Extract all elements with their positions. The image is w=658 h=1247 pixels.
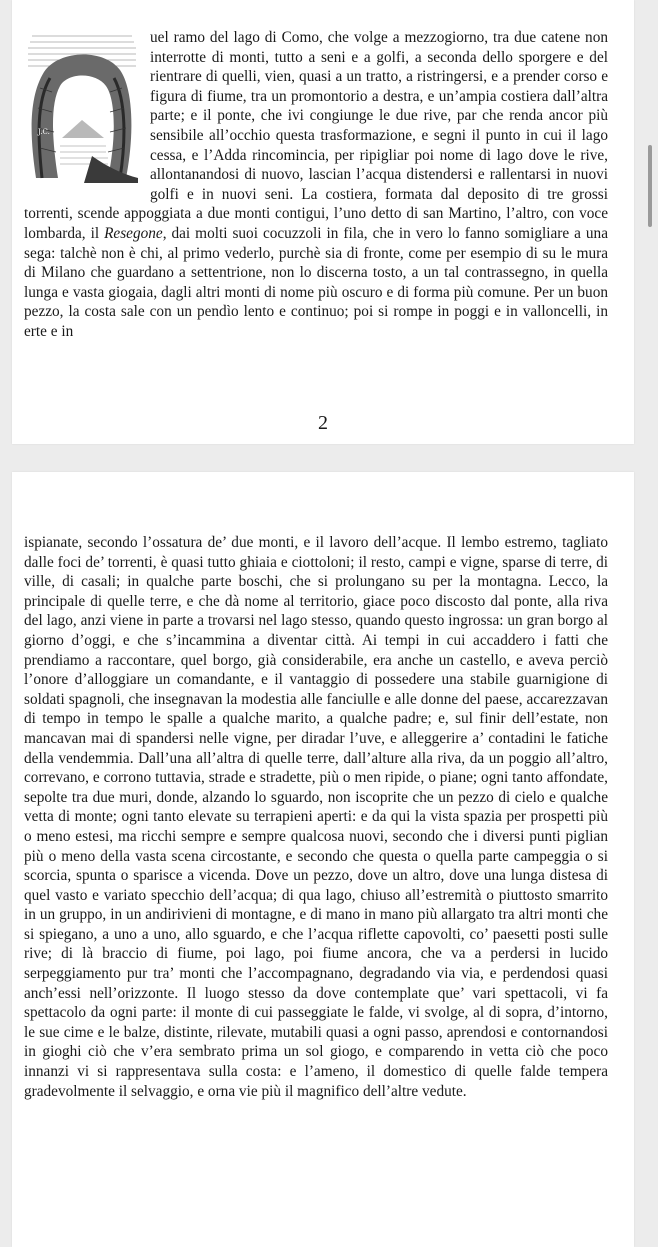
dropcap-q-image <box>22 28 140 183</box>
paragraph-opening: uel ramo del lago di Como, che volge a mezzogiorno, tra due catene non interrotte di monti, tutto a seni e a golfi, a seconda dello sporgere e del rientrare di quelli, vien, quasi a un tratto, a ristringersi, e a prender corso e figura di fiume, tra un promontorio a destra, e un’ampia costiera dall’altra parte; e il ponte, che ivi congiunge le due rive, par che renda ancor più sensibile all’occhio questa trasformazione, e segni il punto in cui il lago cessa, e l’Adda rincomincia, per ripigliar poi nome di lago dove le rive, allontanandosi di nuovo, lascian l’acqua distendersi e rallentarsi in nuovi golfi e in nuovi seni. La costiera, formata dal deposito di tre grossi torrenti, scende appoggiata a due monti contigui, l’uno detto di san Martino, l’altro, con voce lombarda, il <box>24 29 608 242</box>
scrollbar-thumb[interactable] <box>648 145 652 227</box>
page-1 <box>12 0 634 444</box>
page-2-text: ispianate, secondo l’ossatura de’ due monti, e il lavoro dell’acque. Il lembo estremo, tagliato dalle foci de’ torrenti, è quasi tutto ghiaia e ciottoloni; il resto, campi e vigne, sparse di terre, di ville, di casali; in qualche parte boschi, che si prolungano su per la montagna. Lecco, la principale di quelle terre, e che dà nome al territorio, giace poco discosto dal ponte, alla riva del lago, anzi viene in parte a trovarsi nel lago stesso, quando questo ingrossa: un gran borgo al giorno d’oggi, e che s’incammina a diventar città. Ai tempi in cui accaddero i fatti che prendiamo a raccontare, quel borgo, già considerabile, era anche un castello, e aveva perciò l’onore d’alloggiare un comandante, e il vantaggio di possedere una stabile guarnigione di soldati spagnoli, che insegnavan la modestia alle fanciulle e alle donne del paese, accarezzavan di tempo in tempo le spalle a qualche marito, a qualche padre; e, sul finir dell’estate, non mancavan mai di spandersi nelle vigne, per diradar l’uve, e alleggerire a’ contadini le fatiche della vendemmia. Dall’una all’altra di quelle terre, dall’alture alla riva, da un poggio all’altro, correvano, e corrono tuttavia, strade e stradette, più o men ripide, o piane; ogni tanto affondate, sepolte tra due muri, donde, alzando lo sguardo, non iscoprite che un pezzo di cielo e qualche vetta di monte; ogni tanto elevate su terrapieni aperti: e da qui la vista spazia per prospetti più o meno estesi, ma ricchi sempre e sempre qualcosa nuovi, secondo che i diversi punti piglian più o meno della vasta scena circostante, e secondo che questa o quella parte campeggia o si scorcia, spunta o sparisce a vicenda. Dove un pezzo, dove un altro, dove una lunga distesa di quel vasto e variato specchio dell’acqua; di qua lago, chiuso all’estremità o piuttosto smarrito in un gruppo, in un andirivieni di montagne, e di mano in mano più allargato tra altri monti che si spiegano, a uno a uno, allo sguardo, e che l’acqua riflette capovolti, co’ paesetti posti sulle rive; di là braccio di fiume, poi lago, poi fiume ancora, che va a perdersi in lucido serpeggiamento pur tra’ monti che l’accompagnano, degradando via via, e perdendosi quasi anch’essi nell’orizzonte. Il luogo stesso da dove contemplate que’ vari spettacoli, vi fa spettacolo da ogni parte: il monte di cui passeggiate le falde, vi svolge, al di sopra, d’intorno, le sue cime e le balze, distinte, rilevate, mutabili quasi a ogni passo, aprendosi e contornandosi in gioghi ciò che v’era sembrato prima un sol giogo, e comparendo in vetta ciò che poco innanzi vi si rappresentava sulla costa: e l’ameno, il domestico di quelle falde tempera gradevolmente il selvaggio, e orna vie più il magnifico dell’altre vedute. <box>24 534 608 1100</box>
dropcap-illustration <box>22 28 140 183</box>
page-number: 2 <box>318 412 328 434</box>
italic-resegone: Resegone <box>104 224 163 242</box>
paragraph-continuation: , dai molti suoi cocuzzoli in fila, che in vero lo fanno somigliare a una sega: talchè non è chi, al primo vederlo, purchè sia di fronte, come per esempio di su le mura di Milano che guardano a settentrione, non lo discerna tosto, a un tal contrassegno, in quella lunga e vasta giogaia, dagli altri monti di nome più oscuro e di forma più comune. Per un buon pezzo, la costa sale con un pendìo lento e continuo; poi si rompe in poggi e in valloncelli, in erte e in <box>24 224 608 340</box>
page-1-text <box>24 28 608 342</box>
dropcap-monogram: J.C. <box>38 128 50 136</box>
page-2 <box>12 472 634 1247</box>
